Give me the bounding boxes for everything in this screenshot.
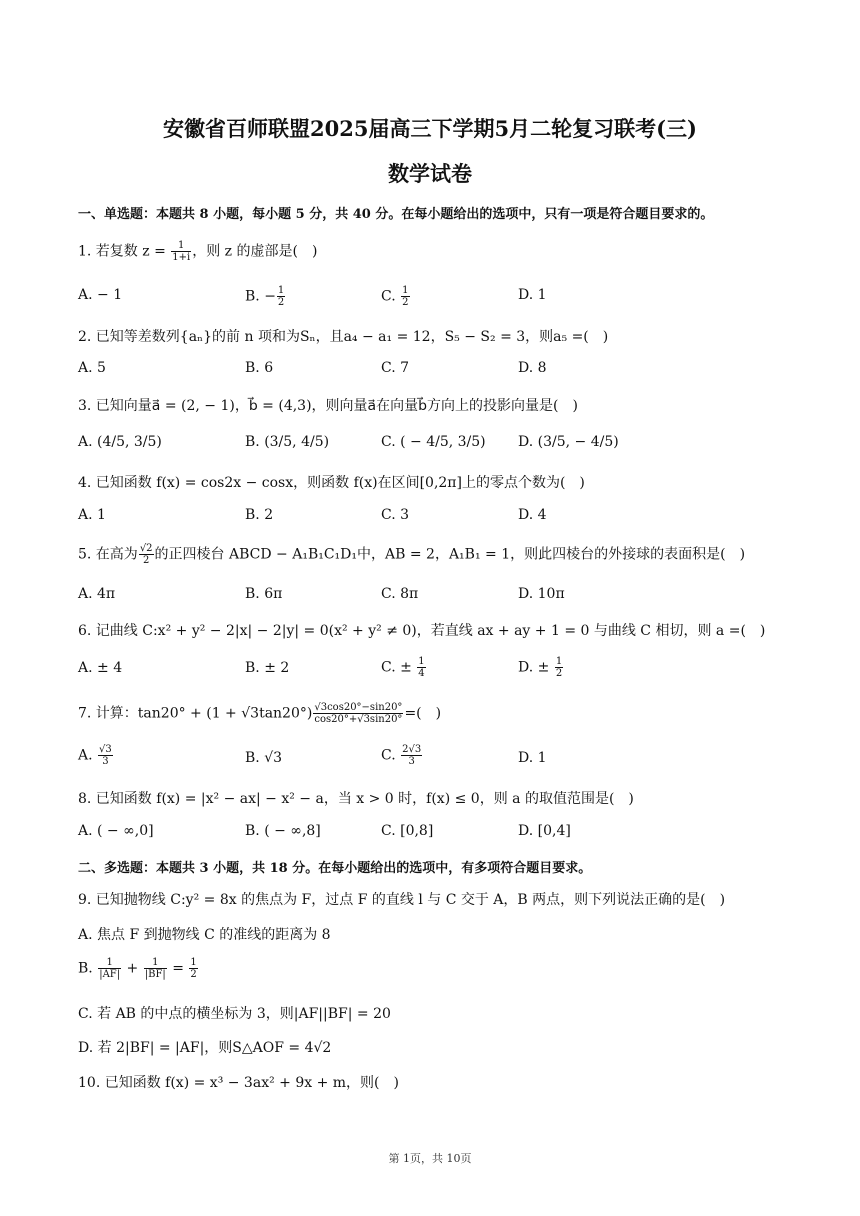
q1-stem-pre: 1. 若复数 z = [78,243,171,260]
q5-option-b: B. 6π [245,586,283,602]
q7-option-b: B. √3 [245,750,283,766]
question-2: 2. 已知等差数列{aₙ}的前 n 项和为Sₙ，且a₄ − a₁ = 12，S₅ − S₂ = 3，则a₅ =( ) [78,329,609,345]
q6-option-a: A. ± 4 [78,660,123,676]
q2-option-d: D. 8 [518,360,547,376]
q5-fraction: $\frac{√2}{2}$ [139,543,153,566]
q5-option-d: D. 10π [518,586,565,602]
page-footer: 第 1页，共 10页 [388,1152,472,1165]
question-1 [78,240,317,263]
q7-option-d: D. 1 [518,750,547,766]
page-subtitle: 数学试卷 [388,161,472,186]
q5-option-a: A. 4π [78,586,116,602]
question-5: 5. 在高为 $\frac{√2}{2}$ 的正四棱台 ABCD − A₁B₁C₁D₁中，AB = 2，A₁B₁ = 1，则此四棱台的外接球的表面积是( ) [78,543,746,566]
q5-option-c: C. 8π [381,586,419,602]
section-single-choice: 一、单选题：本题共 8 小题，每小题 5 分，共 40 分。在每小题给出的选项中，只有一项是符合题目要求的。 [78,207,714,222]
q9-option-a: A. 焦点 F 到抛物线 C 的准线的距离为 8 [78,927,331,943]
q8-option-b: B. ( − ∞,8] [245,823,321,839]
q7-option-a: A. $\frac{√3}{3}$ [78,744,112,767]
q4-option-b: B. 2 [245,507,274,523]
question-4: 4. 已知函数 f(x) = cos2x − cosx，则函数 f(x)在区间[0,2π]上的零点个数为( ) [78,475,585,491]
question-6: 6. 记曲线 C:x² + y² − 2|x| − 2|y| = 0(x² + y² ≠ 0)，若直线 ax + ay + 1 = 0 与曲线 C 相切，则 a =( ) [78,623,766,639]
q9-option-d: D. 若 2|BF| = |AF|，则S△AOF = 4√2 [78,1040,332,1056]
q4-option-a: A. 1 [78,507,106,523]
question-3: 3. 已知向量a⃗ = (2, − 1)，b⃗ = (4,3)，则向量a⃗在向量b⃗方向上的投影向量是( ) [78,398,578,414]
question-10: 10. 已知函数 f(x) = x³ − 3ax² + 9x + m，则( ) [78,1075,399,1091]
q3-option-a: A. (4/5, 3/5) [78,434,162,450]
question-8: 8. 已知函数 f(x) = |x² − ax| − x² − a，当 x > 0 时，f(x) ≤ 0，则 a 的取值范围是( ) [78,791,634,807]
q2-option-a: A. 5 [78,360,106,376]
page-title: 安徽省百师联盟2025届高三下学期5月二轮复习联考(三) [163,116,697,141]
q4-option-d: D. 4 [518,507,547,523]
q8-option-d: D. [0,4] [518,823,571,839]
q3-option-c: C. ( − 4/5, 3/5) [381,434,486,450]
q1-fraction: $\frac{1}{1+i}$ [172,240,191,263]
q4-option-c: C. 3 [381,507,410,523]
q3-option-b: B. (3/5, 4/5) [245,434,330,450]
q1-option-b: B. − $\frac{1}{2}$ [245,285,285,308]
question-9: 9. 已知抛物线 C:y² = 8x 的焦点为 F，过点 F 的直线 l 与 C 交于 A，B 两点，则下列说法正确的是( ) [78,892,726,908]
q1-option-a: A. − 1 [78,287,123,303]
q3-option-d: D. (3/5, − 4/5) [518,434,619,450]
question-7: 7. 计算：tan20° + (1 + √3tan20°) $\frac{√3\cos 20^\circ-\sin 20^\circ}{\cos 20^\circ+√3\sin 20^\circ}$ =( ) [78,702,442,725]
q6-option-c: C. ± $\frac{1}{4}$ [381,656,425,679]
q1-option-c: C. $\frac{1}{2}$ [381,285,409,308]
q2-option-c: C. 7 [381,360,410,376]
q1-option-d: D. 1 [518,287,547,303]
q7-option-c: C. $\frac{2√3}{3}$ [381,744,422,767]
q8-option-c: C. [0,8] [381,823,434,839]
q2-option-b: B. 6 [245,360,274,376]
q9-option-c: C. 若 AB 的中点的横坐标为 3，则|AF||BF| = 20 [78,1006,391,1022]
q8-option-a: A. ( − ∞,0] [78,823,154,839]
q1-stem-post: ，则 z 的虚部是( ) [192,243,318,260]
q6-option-b: B. ± 2 [245,660,290,676]
q7-fraction: $\frac{√3\cos 20^\circ-\sin 20^\circ}{\cos 20^\circ+√3\sin 20^\circ}$ [314,702,403,725]
q9-option-b: B. $\frac{1}{|AF|}$ + $\frac{1}{|BF|}$ = $\frac{1}{2}$ [78,957,197,980]
q6-option-d: D. ± $\frac{1}{2}$ [518,656,563,679]
section-multi-choice: 二、多选题：本题共 3 小题，共 18 分。在每小题给出的选项中，有多项符合题目要求。 [78,861,592,876]
